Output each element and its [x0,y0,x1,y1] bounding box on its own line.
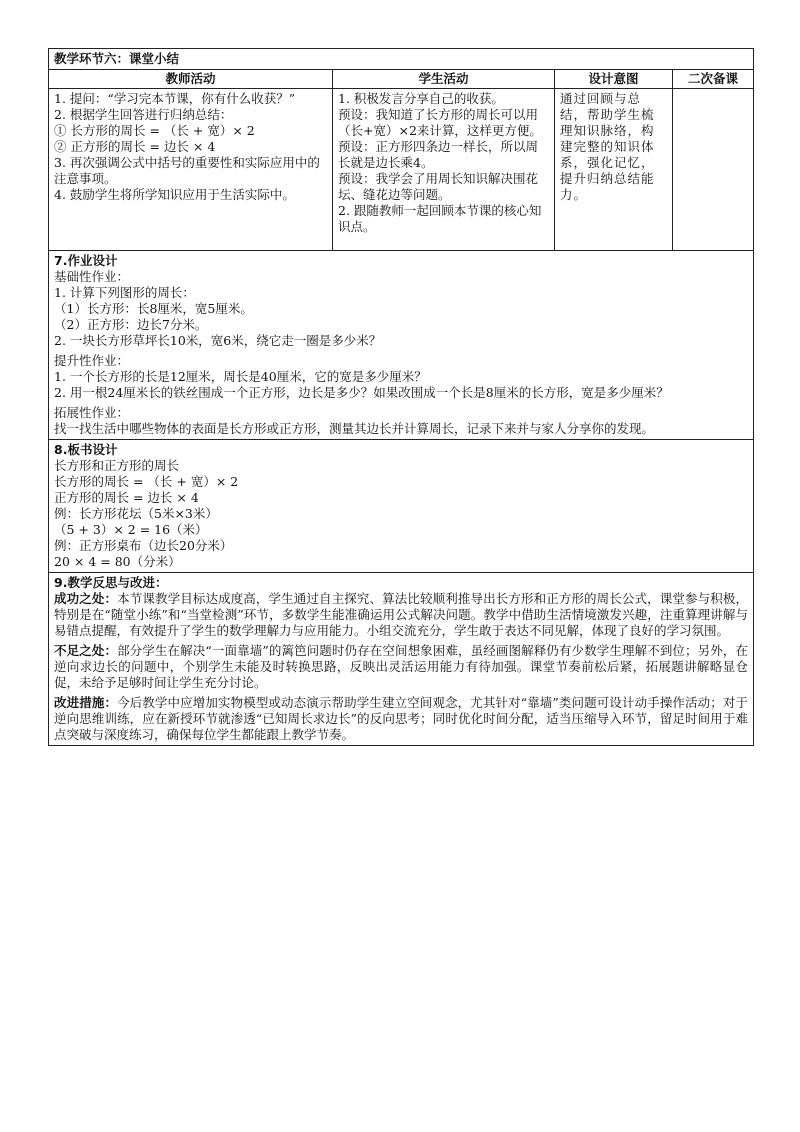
reflection-title: 9.教学反思与改进： [54,575,168,590]
teacher-line: 2. 根据学生回答进行归纳总结： [54,107,233,122]
header-design: 设计意图 [555,70,673,89]
student-line: 预设：我知道了长方形的周长可以用（长+宽）×2来计算，这样更方便。 [338,107,542,138]
board-line: 长方形的周长 = （长 + 宽）× 2 [54,474,239,489]
board-title: 8.板书设计 [54,442,118,457]
homework-title: 7.作业设计 [54,253,118,268]
header-second: 二次备课 [673,70,754,89]
teacher-line: ① 长方形的周长 = （长 + 宽）× 2 [54,123,255,138]
reflection-cell [49,573,754,746]
weakness-text: 部分学生在解决“一面靠墙”的篱笆问题时仍存在空间想象困难，虽经画图解释仍有少数学生理解不到位；另外，在逆向求边长的问题中，个别学生未能及时转换思路，反映出灵活运用能力有待加强。课堂节奏前松后紧，拓展题讲解略显仓促，未给予足够时间让学生充分讨论。 [54,643,749,690]
teacher-line: 3. 再次强调公式中括号的重要性和实际应用中的注意事项。 [54,155,320,186]
homework-extend-label: 拓展性作业： [54,405,130,420]
teacher-line: 4. 鼓励学生将所学知识应用于生活实际中。 [54,187,295,202]
board-line: 例：正方形桌布（边长20分米） [54,538,233,553]
homework-basic-item: 2. 一块长方形草坪长10米，宽6米，绕它走一圈是多少米？ [54,333,382,348]
teacher-line: ② 正方形的周长 = 边长 × 4 [54,139,216,154]
section6-title-row [49,49,754,70]
student-activity-cell [333,89,555,251]
homework-basic-label: 基础性作业： [54,269,130,284]
success-text: 本节课教学目标达成度高，学生通过自主探究、算法比较顺利推导出长方形和正方形的周长公式，课堂参与积极，特别是在“随堂小练”和“当堂检测”环节，多数学生能准确运用公式解决问题。教学中借助生活情境激发兴趣，注重算理讲解与易错点提醒，有效提升了学生的数学理解力与应用能力。小组交流充分，学生敢于表达不同见解，体现了良好的学习氛围。 [54,591,749,638]
homework-advanced-label: 提升性作业： [54,353,130,368]
improvement-label: 改进措施： [54,695,118,710]
homework-basic-item: 1. 计算下列图形的周长： [54,285,195,300]
homework-basic-item: （2）正方形：边长7分米。 [54,317,208,332]
teacher-line: 1. 提问：“学习完本节课，你有什么收获？” [54,91,296,106]
reflection-weakness [54,643,748,691]
board-line: 20 × 4 = 80（分米） [54,554,181,569]
homework-extend-item: 找一找生活中哪些物体的表面是长方形或正方形，测量其边长并计算周长，记录下来并与家人分享你的发现。 [54,421,655,436]
student-line: 2. 跟随教师一起回顾本节课的核心知识点。 [338,203,542,234]
header-teacher: 教师活动 [49,70,333,89]
reflection-improvement [54,695,748,743]
section6-header-row [49,70,754,89]
design-intent-cell: 通过回顾与总结，帮助学生梳理知识脉络，构建完整的知识体系，强化记忆，提升归纳总结能力。 [555,89,673,251]
board-line: 例：长方形花坛（5米×3米） [54,506,218,521]
homework-row [49,251,754,440]
student-line: 预设：正方形四条边一样长，所以周长就是边长乘4。 [338,139,539,170]
improvement-text: 今后教学中应增加实物模型或动态演示帮助学生建立空间观念，尤其针对“靠墙”类问题可设计动手操作活动；对于逆向思维训练，应在新授环节就渗透“已知周长求边长”的反向思考；同时优化时间分配，适当压缩导入环节，留足时间用于难点突破与深度练习，确保每位学生都能跟上教学节奏。 [54,695,749,742]
teacher-activity-cell [49,89,333,251]
board-line: 长方形和正方形的周长 [54,458,180,473]
second-prep-cell [673,89,754,251]
board-row [49,440,754,573]
reflection-row [49,573,754,746]
board-cell [49,440,754,573]
lesson-plan-sheet [48,48,753,746]
board-line: （5 + 3）× 2 = 16（米） [54,522,208,537]
board-line: 正方形的周长 = 边长 × 4 [54,490,199,505]
reflection-success [54,591,748,639]
success-label: 成功之处： [54,591,118,606]
homework-advanced-item: 1. 一个长方形的长是12厘米，周长是40厘米，它的宽是多少厘米？ [54,369,427,384]
homework-cell [49,251,754,440]
student-line: 1. 积极发言分享自己的收获。 [338,91,504,106]
homework-advanced-item: 2. 用一根24厘米长的铁丝围成一个正方形，边长是多少？如果改围成一个长是8厘米的长方形，宽是多少厘米？ [54,385,669,400]
weakness-label: 不足之处： [54,643,118,658]
header-student: 学生活动 [333,70,555,89]
section6-content-row [49,89,754,251]
student-line: 预设：我学会了用周长知识解决围花坛、缝花边等问题。 [338,171,539,202]
section6-title: 教学环节六：课堂小结 [49,49,754,70]
lesson-plan-table [48,48,754,746]
homework-basic-item: （1）长方形：长8厘米，宽5厘米。 [54,301,253,316]
